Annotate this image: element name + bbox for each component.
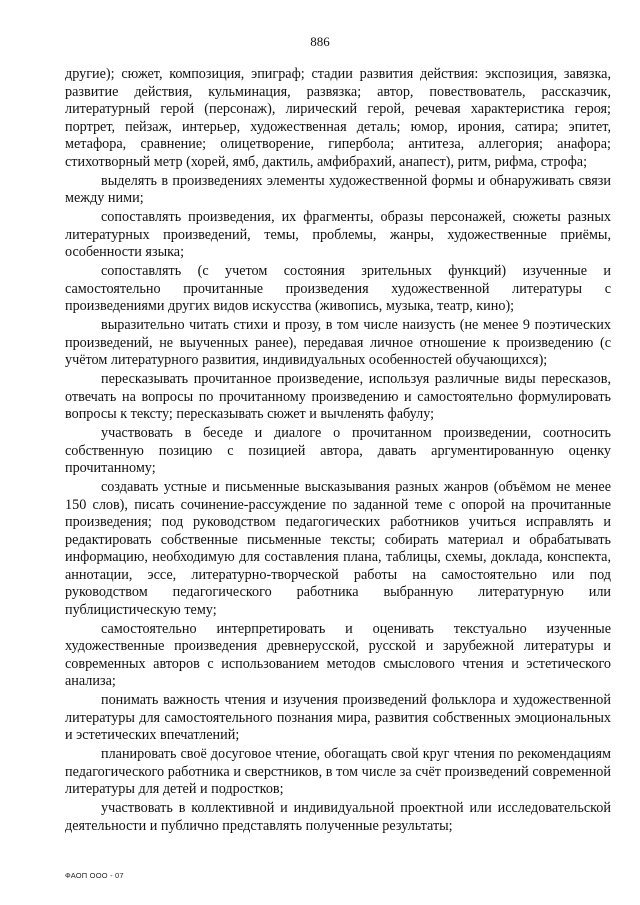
page-number: 886 [310, 34, 330, 49]
paragraph-1: другие); сюжет, композиция, эпиграф; стадии развития действия: экспозиция, завязка, развитие действия, кульминация, развязка; автор, повествователь, рассказчик, литературный герой (персонаж), лирический герой, речевая характеристика героя; портрет, пейзаж, интерьер, художественная деталь; юмор, ирония, сатира; эпитет, метафора, сравнение; олицетворение, гипербола; антитеза, аллегория; анафора; стихотворный метр (хорей, ямб, дактиль, амфибрахий, анапест), ритм, рифма, строфа; [65, 66, 611, 170]
paragraph-9: самостоятельно интерпретировать и оценивать текстуально изученные художественные произведения древнерусской, русской и зарубежной литературы и современных авторов с использованием методов смыслового чтения и эстетического анализа; [65, 620, 611, 689]
paragraph-11: планировать своё досуговое чтение, обогащать свой круг чтения по рекомендациям педагогического работника и сверстников, в том числе за счёт произведений современной литературы для детей и подростков; [65, 746, 611, 797]
paragraph-12: участвовать в коллективной и индивидуальной проектной или исследовательской деятельности и публично представлять полученные результаты; [65, 800, 611, 834]
footer-document-code: ФАОП ООО - 07 [65, 871, 124, 880]
body-text [65, 66, 611, 837]
paragraph-6: пересказывать прочитанное произведение, используя различные виды пересказов, отвечать на вопросы по прочитанному произведению и самостоятельно формулировать вопросы к тексту; пересказывать сюжет и вычленять фабулу; [65, 371, 611, 422]
paragraph-2: выделять в произведениях элементы художественной формы и обнаруживать связи между ними; [65, 172, 611, 206]
paragraph-7: участвовать в беседе и диалоге о прочитанном произведении, соотносить собственную позицию с позицией автора, давать аргументированную оценку прочитанному; [65, 425, 611, 476]
paragraph-8: создавать устные и письменные высказывания разных жанров (объёмом не менее 150 слов), писать сочинение-рассуждение по заданной теме с опорой на прочитанные произведения; под руководством педагогических работников учиться исправлять и редактировать собственные письменные тексты; собирать материал и обрабатывать информацию, необходимую для составления плана, таблицы, схемы, доклада, конспекта, аннотации, эссе, литературно-творческой работы на самостоятельно или под руководством педагогического работника выбранную литературную или публицистическую тему; [65, 479, 611, 618]
paragraph-4: сопоставлять (с учетом состояния зрительных функций) изученные и самостоятельно прочитанные произведения художественной литературы с произведениями других видов искусства (живопись, музыка, театр, кино); [65, 263, 611, 314]
paragraph-5: выразительно читать стихи и прозу, в том числе наизусть (не менее 9 поэтических произведений, не выученных ранее), передавая личное отношение к произведению (с учётом литературного развития, индивидуальных особенностей обучающихся); [65, 317, 611, 368]
paragraph-3: сопоставлять произведения, их фрагменты, образы персонажей, сюжеты разных литературных произведений, темы, проблемы, жанры, художественные приёмы, особенности языка; [65, 209, 611, 260]
paragraph-10: понимать важность чтения и изучения произведений фольклора и художественной литературы для самостоятельного познания мира, развития собственных эмоциональных и эстетических впечатлений; [65, 692, 611, 743]
